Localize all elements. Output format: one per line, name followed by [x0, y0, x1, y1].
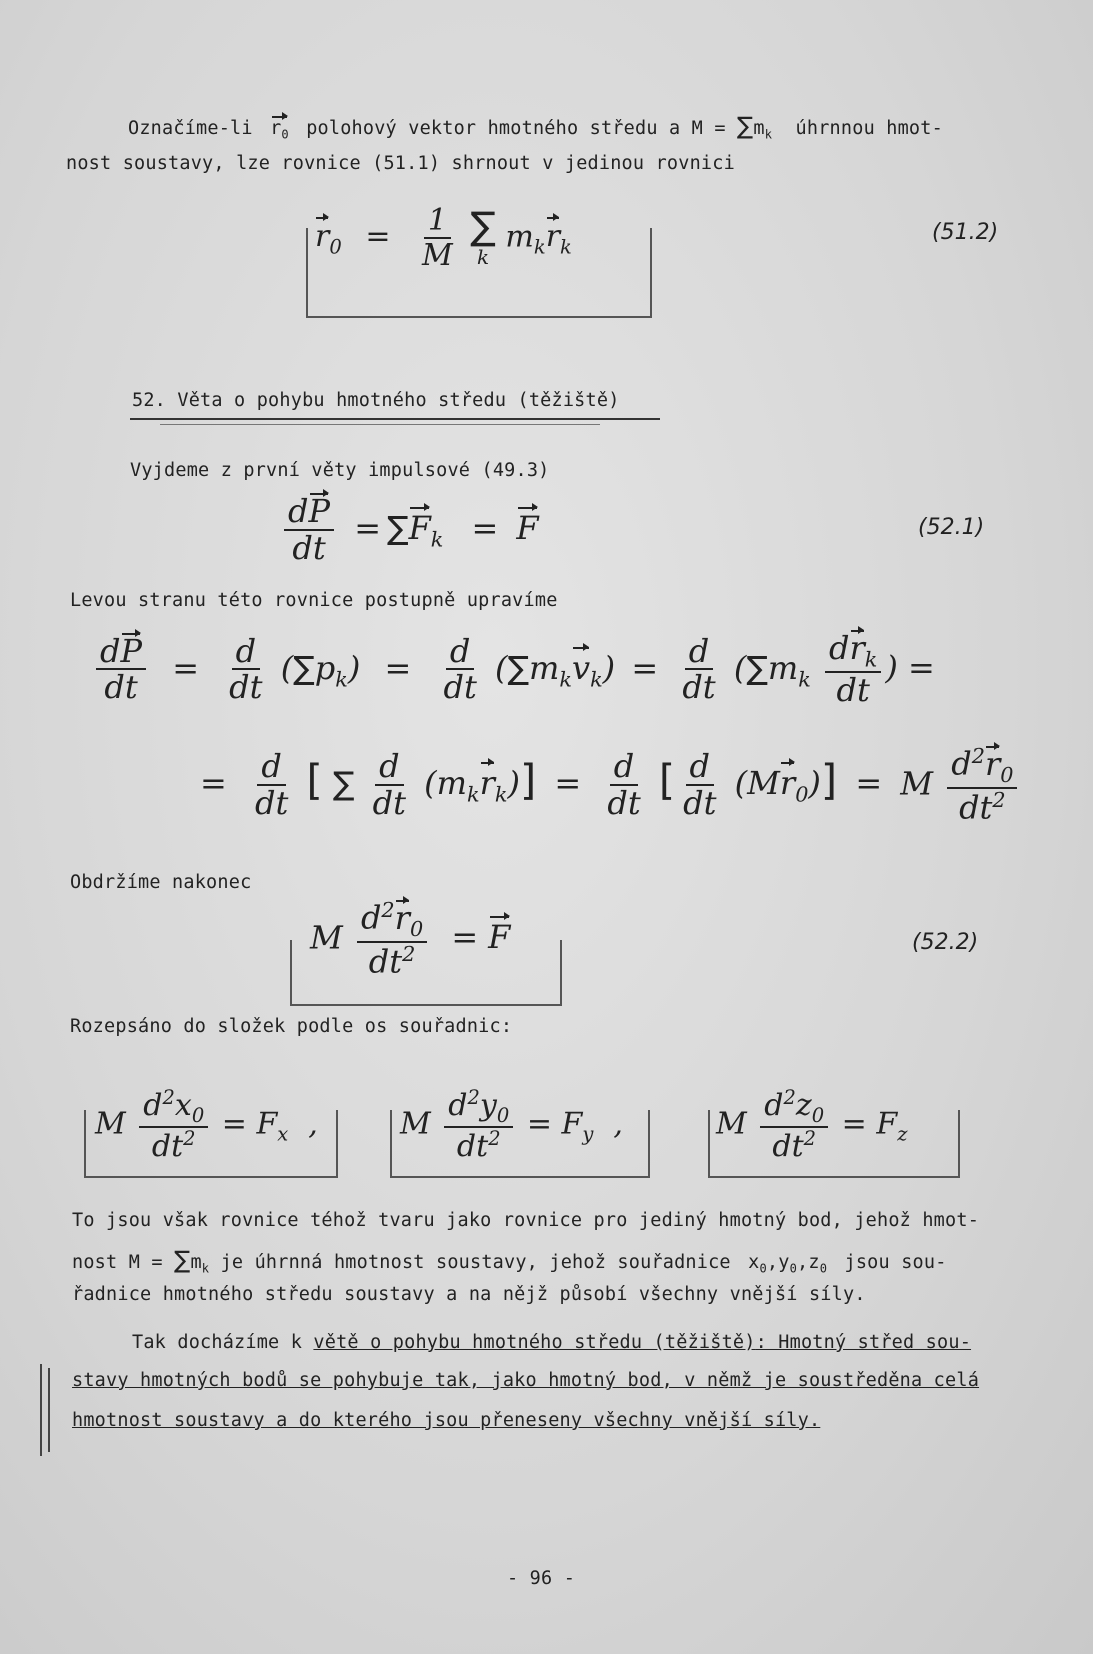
paragraph2-line3: řadnice hmotného středu soustavy a na nějž působí všechny vnější síly.: [72, 1284, 866, 1305]
comp-x-frac: [139, 1088, 208, 1163]
margin-mark-2: [48, 1368, 50, 1452]
p2-l2-mid: je úhrnná hmotnost soustavy, jehož souřadnice: [220, 1252, 731, 1273]
dv1-dt4: dt: [836, 671, 870, 710]
dv1-r-sub: k: [864, 647, 878, 672]
dv2-bracket-close: ]: [519, 755, 537, 805]
equation-number-51-2: (51.2): [932, 220, 999, 245]
dv2-d2r: $d^2r_0$: [947, 746, 1017, 789]
comp-y-coord: y: [479, 1088, 497, 1123]
eq51-term-r-sub: k: [560, 235, 572, 259]
comp-z-sub0: 0: [811, 1104, 825, 1127]
dv1-frac-dp: [96, 631, 146, 707]
comp-y-num: $d^2y_0$: [444, 1088, 513, 1128]
p2-mk-sub: k: [201, 1261, 210, 1276]
dv1-v-sub: k: [590, 667, 603, 692]
dv1-dt: dt: [104, 668, 138, 707]
dv1-p-vector: P: [120, 631, 143, 670]
p3-l1-pre: Tak docházíme k: [132, 1332, 303, 1353]
dv1-d3: d: [685, 635, 713, 671]
eq522-F-vector: [488, 918, 510, 956]
eq521-rhs-letter: F: [516, 508, 539, 547]
dv1-m: m: [529, 648, 560, 687]
p2-mk: m: [190, 1252, 202, 1273]
eq522-num: $d^2r_0$: [357, 900, 427, 943]
equation-number-52-2: (52.2): [912, 930, 979, 955]
comp-z-coord: z: [795, 1088, 812, 1123]
dv2-bracket2-open: [: [658, 755, 676, 805]
dv2-mr: $(m_kr_k)$: [424, 764, 520, 807]
dv2-r: r: [479, 764, 495, 803]
eq51-lhs: r: [315, 219, 330, 255]
dv1-eq1: =: [172, 648, 199, 687]
dv2-dt2sq: $dt^2$: [959, 787, 1006, 827]
dv2-r0b-vector: r: [984, 744, 1001, 783]
comp-x-num: $d^2x_0$: [139, 1088, 208, 1128]
dv2-M: M: [747, 764, 780, 803]
eq521-fk-sub: k: [430, 527, 444, 552]
dv1-frac-d3: [678, 631, 719, 707]
eq521-equals2: =: [471, 508, 499, 547]
dv2-d2: d: [375, 750, 403, 786]
equation-52-1: [280, 492, 539, 567]
paragraph3-line1: [132, 1332, 971, 1353]
paragraph2-line2: [72, 1246, 947, 1276]
dv1-dp: dP: [96, 635, 146, 671]
dv2-m: m: [436, 764, 467, 803]
dv1-m2: m: [767, 648, 799, 687]
intro-52-text: Vyjdeme z první věty impulsové (49.3): [130, 460, 550, 481]
p3-l1-underlined: větě o pohybu hmotného středu (těžiště): [313, 1332, 756, 1353]
comp-y-frac: [444, 1088, 513, 1163]
eq521-den: dt: [292, 528, 326, 567]
left-side-text: Levou stranu této rovnice postupně upravíme: [70, 590, 558, 611]
dv2-frac-d4: [679, 747, 720, 823]
p3-l1-post: : Hmotný střed sou-: [755, 1332, 972, 1353]
dv1-sum-p: $(\sum p_k)$: [280, 648, 361, 692]
dv2-eq0: =: [200, 764, 227, 803]
dv2-r0b-sub: 0: [1000, 763, 1014, 788]
dv1-frac-d2: [439, 631, 480, 707]
derivation-line2: [200, 746, 1021, 826]
p2-coord-x: x: [748, 1252, 760, 1273]
dv1-dt1: dt: [229, 668, 263, 707]
components-text: Rozepsáno do složek podle os souřadnic:: [70, 1016, 513, 1037]
eq522-r0-vector: r: [394, 898, 410, 937]
dv2-r-sub: k: [494, 782, 508, 807]
section-title-underline-2: [160, 424, 600, 425]
p2-coords: $x_0,y_0,z_0$: [748, 1252, 828, 1276]
comp-x-force: F: [256, 1106, 278, 1142]
paragraph3-line3: hmotnost soustavy a do kterého jsou přeneseny všechny vnější síly.: [72, 1410, 821, 1431]
eq51-fraction: [418, 205, 457, 272]
equation-51-2: [315, 205, 572, 272]
equation-number-52-1: (52.1): [918, 515, 985, 540]
dv1-sum-mdr: ($\sum m_k$: [733, 648, 811, 692]
comp-z-frac: [760, 1088, 828, 1163]
comp-z-num: $d^2z_0$: [760, 1088, 828, 1128]
eq51-equals: =: [365, 219, 391, 255]
p1-text-a: Označíme-li: [128, 118, 253, 139]
eq522-frac: [357, 900, 427, 980]
dv1-eq2: =: [384, 648, 412, 687]
dv2-d1: d: [257, 750, 285, 786]
vector-r0: [270, 118, 289, 142]
eq521-p-vector: P: [308, 492, 331, 530]
dv2-r0-sub: 0: [795, 782, 809, 807]
dv2-dt3: dt: [607, 784, 641, 823]
p2-l2-post: jsou sou-: [844, 1252, 947, 1273]
eq51-term-m-sub: k: [533, 235, 546, 259]
dv2-bracket-open: [: [306, 755, 323, 805]
comp-x-sep: ,: [308, 1106, 318, 1142]
eq521-fraction: [284, 492, 334, 567]
paragraph1-line1: [128, 112, 943, 142]
dv1-dt2: dt: [443, 668, 477, 707]
dv1-v: v: [571, 648, 591, 687]
eq521-num: dP: [284, 495, 334, 531]
mk-letter: m: [753, 118, 765, 139]
section-52-title: 52. Věta o pohybu hmotného středu (těžiště): [132, 390, 620, 411]
sum-icon: ∑: [737, 112, 754, 140]
mk-sub: k: [764, 127, 773, 142]
eq51-term-r-letter: r: [545, 219, 561, 255]
dv1-d2: d: [446, 635, 474, 671]
p1-text-c: úhrnnou hmot-: [795, 118, 943, 139]
dv2-d3: d: [610, 750, 638, 786]
eq51-term-m: m: [505, 219, 534, 255]
equation-52-2: [310, 900, 510, 980]
eq51-lhs-sub: 0: [329, 235, 342, 259]
comp-y-sep: ,: [613, 1106, 623, 1142]
comp-y-den: $dt^2$: [456, 1127, 501, 1165]
margin-mark-1: [40, 1364, 42, 1456]
comp-y-force-sub: y: [582, 1122, 594, 1146]
paragraph1-line2: nost soustavy, lze rovnice (51.1) shrnout v jedinou rovnici: [66, 153, 735, 174]
eq522-F: F: [488, 918, 511, 957]
eq51-frac-num: 1: [424, 205, 451, 239]
dv2-sum-icon: ∑: [332, 764, 355, 803]
dv1-v-vector: [572, 649, 590, 687]
section-title-underline: [130, 418, 660, 420]
eq521-sum-icon: ∑: [387, 508, 409, 547]
dv2-eq1: =: [554, 764, 582, 803]
component-eq-x: M $\frac{d^2x_0}{dt^2}$ = $F_x$ ,: [95, 1086, 318, 1165]
comp-x-den: $dt^2$: [151, 1127, 196, 1165]
dv2-frac-d1: [251, 747, 292, 823]
comp-z-den: $dt^2$: [772, 1127, 817, 1165]
dv2-frac-d3: [603, 747, 644, 823]
dv2-dt1: dt: [254, 784, 289, 823]
comp-y-sub0: 0: [496, 1104, 510, 1127]
dv2-r0-vector: [780, 764, 795, 802]
eq522-r0-sub: 0: [409, 917, 424, 942]
dv2-dt4: dt: [683, 784, 717, 823]
comp-x-sub0: 0: [191, 1104, 205, 1127]
dv1-close: ) =: [885, 648, 935, 687]
eq51-sum-icon: ∑: [470, 204, 496, 249]
eq521-fk-letter: F: [408, 508, 431, 547]
dv1-sum-mv: $(\sum m_kv_k)$: [494, 648, 616, 692]
eq51-term-r: [546, 219, 560, 254]
dv1-eq3: =: [631, 648, 659, 687]
eq521-equals1: =: [354, 508, 381, 547]
dv2-frac-d2r: [947, 746, 1017, 826]
obtained-text: Obdržíme nakonec: [70, 872, 252, 893]
comp-x-force-sub: x: [277, 1122, 289, 1146]
comp-z-force: F: [876, 1106, 898, 1142]
dv1-dt3: dt: [682, 668, 716, 707]
dv2-r0: r: [779, 764, 796, 803]
eq521-rhs: [516, 509, 538, 547]
dv2-Mr0: $(Mr_0)$: [734, 764, 821, 807]
p1-text-b: polohový vektor hmotného středu a M =: [306, 118, 726, 139]
comp-z-force-sub: z: [897, 1122, 908, 1146]
paragraph2-line1: To jsou však rovnice téhož tvaru jako rovnice pro jediný hmotný bod, jehož hmot-: [72, 1210, 980, 1231]
r0-letter: r: [270, 118, 282, 139]
dv1-m-sub: k: [559, 667, 572, 692]
dv1-p-sub: k: [335, 667, 348, 692]
component-eq-z: M $\frac{d^2z_0}{dt^2}$ = $F_z$: [716, 1086, 908, 1165]
page-number: - 96 -: [507, 1568, 576, 1589]
dv1-m2-sub: k: [798, 667, 811, 692]
eq522-equals: =: [451, 918, 479, 957]
derivation-line1: [92, 629, 935, 710]
dv1-r-vector: r: [849, 629, 865, 667]
dv2-r-vector: [480, 764, 495, 802]
eq51-frac-den: M: [422, 237, 453, 273]
dv2-bracket2-close: ]: [820, 755, 838, 805]
dv1-frac-d1: [225, 631, 266, 707]
dv1-d1: d: [232, 635, 260, 671]
dv2-d4: d: [686, 750, 714, 786]
comp-x-coord: x: [174, 1088, 192, 1123]
eq51-sum-index: k: [477, 245, 490, 270]
dv2-frac-d2: [369, 747, 410, 823]
eq51-lhs-vector: [315, 219, 329, 254]
dv2-eq2: =: [855, 764, 883, 803]
dv2-dt2: dt: [372, 784, 406, 823]
eq522-M: M: [310, 918, 343, 957]
dv2-M2: M: [900, 764, 934, 803]
dv1-p: p: [314, 648, 336, 687]
eq522-den: $dt^2$: [368, 941, 416, 981]
r0-sub: 0: [281, 127, 289, 142]
comp-y-force: F: [561, 1106, 583, 1142]
component-eq-y: M $\frac{d^2y_0}{dt^2}$ = $F_y$ ,: [400, 1086, 623, 1165]
eq51-sum: [470, 204, 496, 270]
eq521-fk: [409, 509, 431, 547]
p2-l2-pre: nost M =: [72, 1252, 163, 1273]
p2-sum-icon: ∑: [174, 1246, 191, 1274]
dv2-m-sub: k: [466, 782, 480, 807]
dv1-frac-dr: [825, 629, 881, 710]
dv1-dr: $dr_k$: [825, 632, 881, 673]
paragraph3-line2: stavy hmotných bodů se pohybuje tak, jako hmotný bod, v němž je soustředěna celá: [72, 1370, 980, 1391]
